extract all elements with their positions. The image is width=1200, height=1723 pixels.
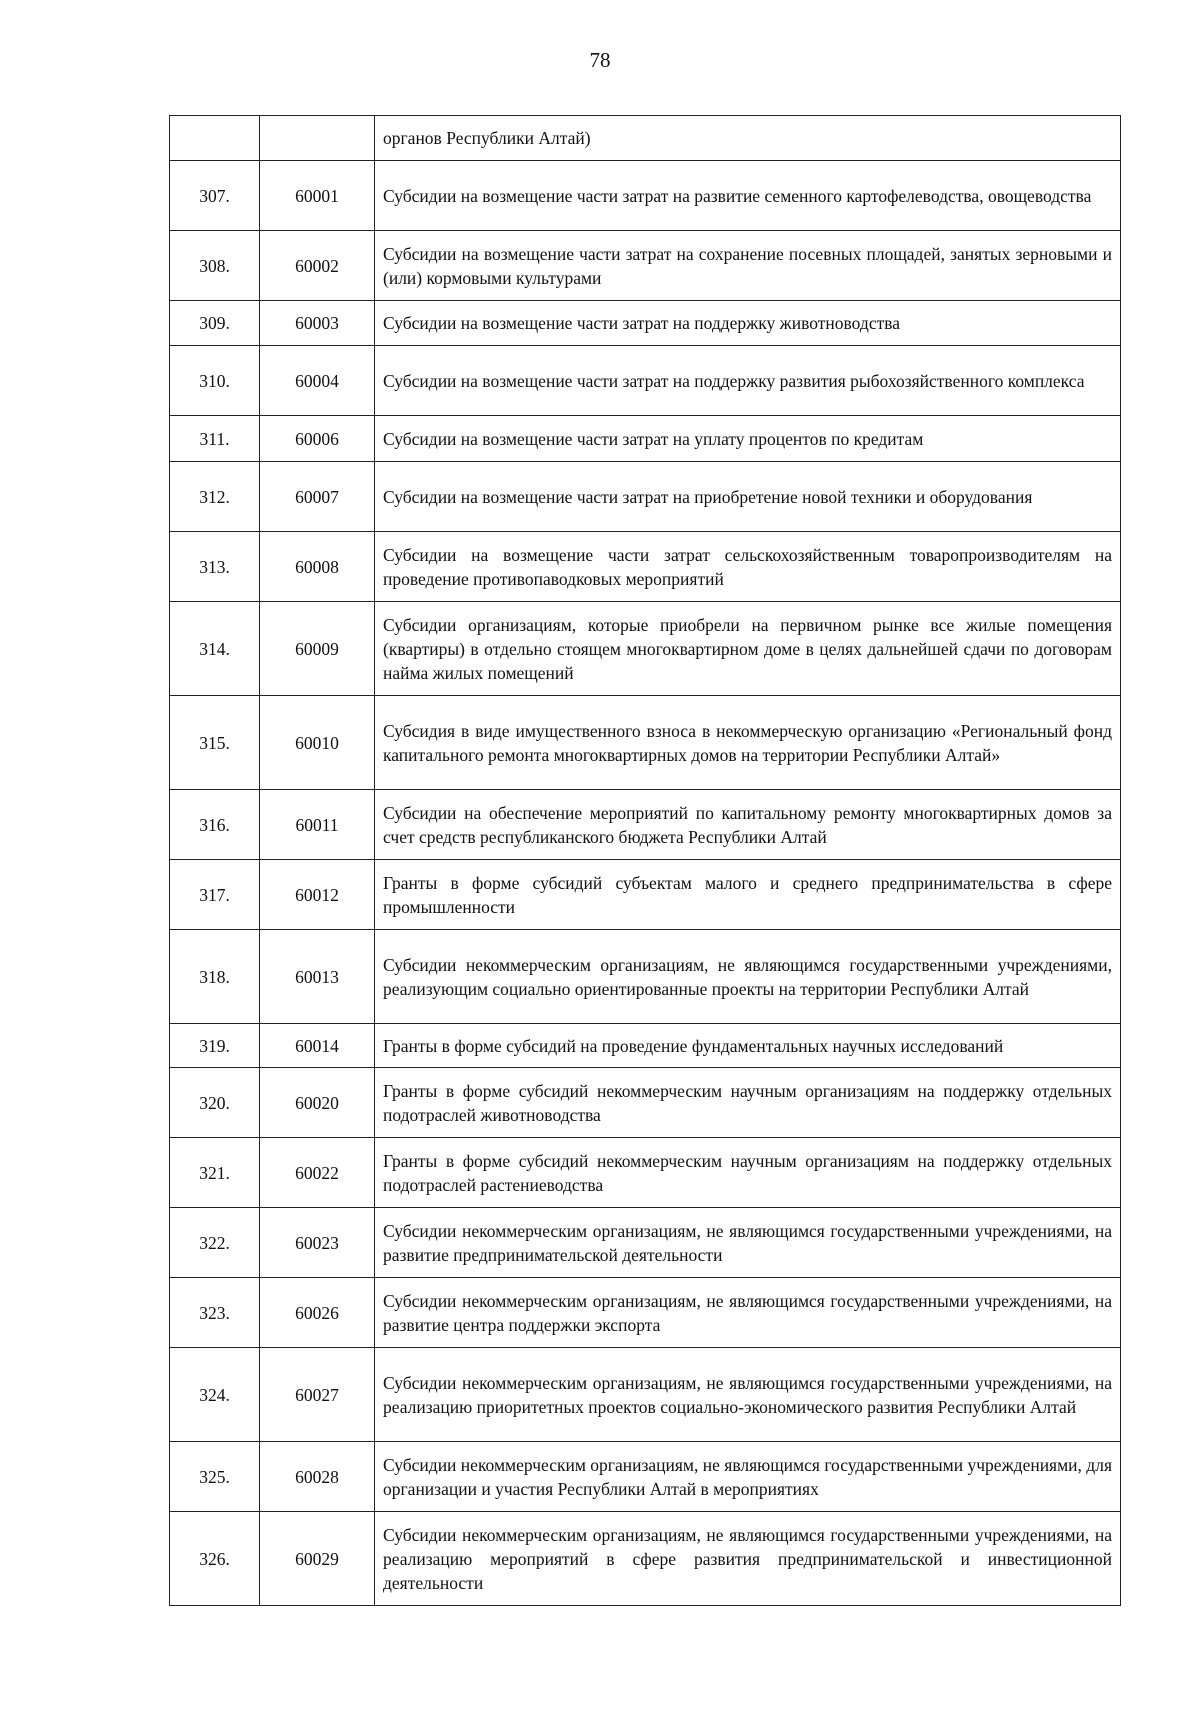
row-number-cell: 307. (170, 161, 260, 231)
row-number-cell: 321. (170, 1138, 260, 1208)
table-row (170, 1208, 1121, 1278)
row-number-cell: 319. (170, 1024, 260, 1068)
subsidy-codes-table (169, 115, 1121, 1606)
row-description-cell: Гранты в форме субсидий некоммерческим научным организациям на поддержку отдельных подотраслей животноводства (375, 1068, 1121, 1138)
table-row (170, 696, 1121, 790)
table-row (170, 301, 1121, 346)
row-code-cell: 60012 (260, 860, 375, 930)
row-description-cell: Субсидии на возмещение части затрат сельскохозяйственным товаропроизводителям на проведение противопаводковых мероприятий (375, 532, 1121, 602)
row-code-cell: 60026 (260, 1278, 375, 1348)
row-code-cell: 60004 (260, 346, 375, 416)
row-number-cell: 309. (170, 301, 260, 346)
row-code-cell: 60028 (260, 1442, 375, 1512)
table-row (170, 231, 1121, 301)
row-number-cell: 314. (170, 602, 260, 696)
row-code-cell: 60011 (260, 790, 375, 860)
table-row (170, 532, 1121, 602)
table-row-continuation (170, 116, 1121, 161)
row-code-cell: 60006 (260, 416, 375, 462)
row-description-cell: Субсидия в виде имущественного взноса в некоммерческую организацию «Региональный фонд капитального ремонта многоквартирных домов на территории Республики Алтай» (375, 696, 1121, 790)
row-number-cell: 322. (170, 1208, 260, 1278)
row-code-cell: 60023 (260, 1208, 375, 1278)
row-description-cell: Субсидии некоммерческим организациям, не являющимся государственными учреждениями, на реализацию приоритетных проектов социально-экономического развития Республики Алтай (375, 1348, 1121, 1442)
row-description-cell: Субсидии некоммерческим организациям, не являющимся государственными учреждениями, на реализацию мероприятий в сфере развития предпринимательской и инвестиционной деятельности (375, 1512, 1121, 1606)
row-description-cell: органов Республики Алтай) (375, 116, 1121, 161)
row-code-cell: 60013 (260, 930, 375, 1024)
row-code-cell: 60007 (260, 462, 375, 532)
row-number-cell: 313. (170, 532, 260, 602)
row-code-cell: 60003 (260, 301, 375, 346)
row-number-cell: 316. (170, 790, 260, 860)
row-description-cell: Субсидии некоммерческим организациям, не являющимся государственными учреждениями, реализующим социально ориентированные проекты на территории Республики Алтай (375, 930, 1121, 1024)
row-description-cell: Субсидии на возмещение части затрат на развитие семенного картофелеводства, овощеводства (375, 161, 1121, 231)
table-row (170, 1512, 1121, 1606)
row-code-cell: 60008 (260, 532, 375, 602)
row-description-cell: Субсидии на возмещение части затрат на поддержку развития рыбохозяйственного комплекса (375, 346, 1121, 416)
row-code-cell: 60009 (260, 602, 375, 696)
page-number: 78 (589, 48, 611, 72)
row-description-cell: Субсидии некоммерческим организациям, не являющимся государственными учреждениями, на развитие центра поддержки экспорта (375, 1278, 1121, 1348)
row-description-cell: Гранты в форме субсидий на проведение фундаментальных научных исследований (375, 1024, 1121, 1068)
row-description-cell: Гранты в форме субсидий некоммерческим научным организациям на поддержку отдельных подотраслей растениеводства (375, 1138, 1121, 1208)
row-code-cell: 60020 (260, 1068, 375, 1138)
table-row (170, 1442, 1121, 1512)
table-row (170, 1278, 1121, 1348)
row-number-cell: 323. (170, 1278, 260, 1348)
table-row (170, 1138, 1121, 1208)
row-number-cell: 317. (170, 860, 260, 930)
table-row (170, 1024, 1121, 1068)
row-description-cell: Субсидии на возмещение части затрат на поддержку животноводства (375, 301, 1121, 346)
row-description-cell: Субсидии некоммерческим организациям, не являющимся государственными учреждениями, на развитие предпринимательской деятельности (375, 1208, 1121, 1278)
row-description-cell: Субсидии организациям, которые приобрели на первичном рынке все жилые помещения (квартиры) в отдельно стоящем многоквартирном доме в целях дальнейшей сдачи по договорам найма жилых помещений (375, 602, 1121, 696)
row-number-cell: 326. (170, 1512, 260, 1606)
row-code-cell: 60014 (260, 1024, 375, 1068)
row-number-cell: 320. (170, 1068, 260, 1138)
row-code-cell: 60027 (260, 1348, 375, 1442)
row-number-cell: 312. (170, 462, 260, 532)
table-row (170, 602, 1121, 696)
table-row (170, 860, 1121, 930)
table-row (170, 1348, 1121, 1442)
row-number-cell: 325. (170, 1442, 260, 1512)
table-row (170, 1068, 1121, 1138)
row-number-cell (170, 116, 260, 161)
table-row (170, 462, 1121, 532)
row-code-cell: 60029 (260, 1512, 375, 1606)
table-row (170, 161, 1121, 231)
row-description-cell: Субсидии на возмещение части затрат на приобретение новой техники и оборудования (375, 462, 1121, 532)
row-code-cell (260, 116, 375, 161)
row-number-cell: 310. (170, 346, 260, 416)
row-description-cell: Субсидии некоммерческим организациям, не являющимся государственными учреждениями, для организации и участия Республики Алтай в мероприятиях (375, 1442, 1121, 1512)
table-row (170, 930, 1121, 1024)
row-description-cell: Субсидии на возмещение части затрат на уплату процентов по кредитам (375, 416, 1121, 462)
row-number-cell: 315. (170, 696, 260, 790)
row-description-cell: Субсидии на обеспечение мероприятий по капитальному ремонту многоквартирных домов за счет средств республиканского бюджета Республики Алтай (375, 790, 1121, 860)
row-code-cell: 60002 (260, 231, 375, 301)
row-description-cell: Гранты в форме субсидий субъектам малого и среднего предпринимательства в сфере промышленности (375, 860, 1121, 930)
row-code-cell: 60022 (260, 1138, 375, 1208)
row-code-cell: 60010 (260, 696, 375, 790)
table-row (170, 346, 1121, 416)
row-description-cell: Субсидии на возмещение части затрат на сохранение посевных площадей, занятых зерновыми и (или) кормовыми культурами (375, 231, 1121, 301)
table-row (170, 416, 1121, 462)
row-number-cell: 318. (170, 930, 260, 1024)
row-number-cell: 324. (170, 1348, 260, 1442)
row-code-cell: 60001 (260, 161, 375, 231)
row-number-cell: 311. (170, 416, 260, 462)
table-row (170, 790, 1121, 860)
row-number-cell: 308. (170, 231, 260, 301)
